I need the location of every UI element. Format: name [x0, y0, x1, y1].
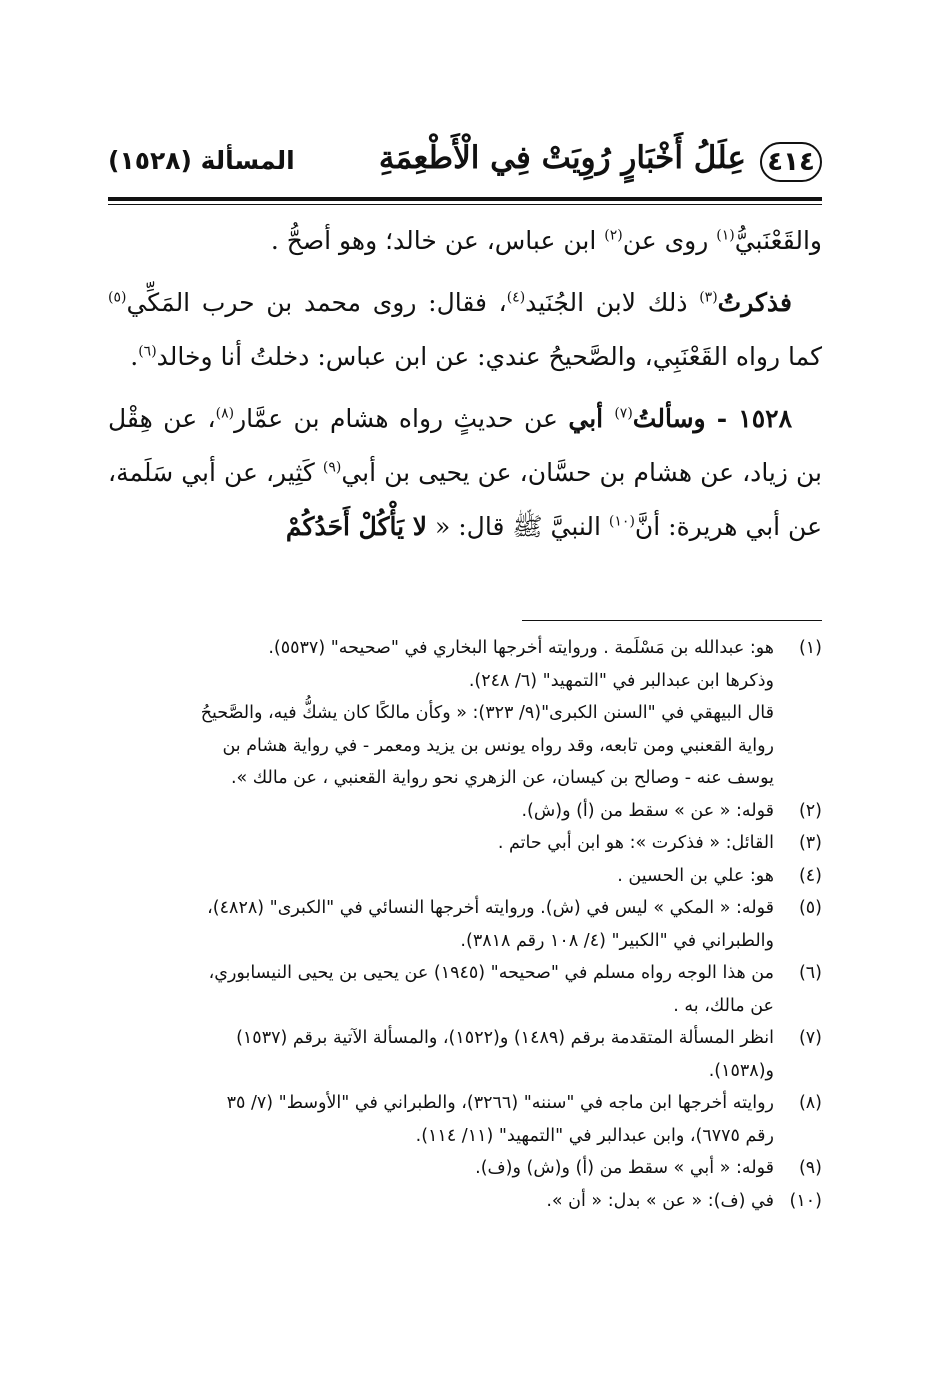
footnote-body	[108, 860, 774, 893]
footnote-line: قال البيهقي في "السنن الكبرى"(٩/ ٣٢٣): « وكأن مالكًا كان يشكُّ فيه، والصَّحيحُ	[200, 703, 774, 723]
footnote-body	[108, 957, 774, 1022]
footnote-number: (٢)	[798, 800, 822, 821]
footnote-number: (٥)	[798, 898, 822, 918]
footnote-line: يوسف عنه - وصالح بن كيسان، عن الزهري نحو رواية القعنبي ، عن مالك ».	[230, 768, 774, 788]
footnote-number: (١)	[798, 638, 822, 658]
footnote-line: رقم ٦٧٧٥)، وابن عبدالبر في "التمهيد" (١١/ ١١٤).	[415, 1125, 774, 1146]
footnote-number: (٣)	[798, 833, 822, 853]
issue-label: المسألة (١٥٢٨)	[108, 146, 295, 175]
footnote-line: قوله: « عن » سقط من (أ) و(ش).	[521, 800, 774, 821]
footnote-body	[108, 1185, 774, 1218]
footnote-line: روايته أخرجها ابن ماجه في "سننه" (٣٢٦٦)، والطبراني في "الأوسط" (٧/ ٣٥	[226, 1093, 774, 1113]
footnote-line: القائل: « فذكرت »: هو ابن أبي حاتم .	[497, 833, 774, 853]
footnote-line: رواية القعنبي ومن تابعه، وقد رواه يونس بن يزيد ومعمر - في رواية هشام بن	[222, 735, 774, 756]
footnote-line: في (ف): « عن » بدل: « أن ».	[546, 1190, 774, 1211]
footnote	[108, 1022, 822, 1087]
footnote-ref[interactable]: (٩)	[322, 459, 342, 476]
page-header	[108, 138, 822, 194]
footnote-line: انظر المسألة المتقدمة برقم (١٤٨٩) و(١٥٢٢)، والمسألة الآتية برقم (١٥٣٧)	[236, 1028, 774, 1048]
footnote-line: وذكرها ابن عبدالبر في "التمهيد" (٦/ ٢٤٨).	[468, 670, 774, 691]
footnote-line: هو: علي بن الحسين .	[617, 865, 774, 886]
text-run: أبي	[568, 404, 615, 433]
footnote	[108, 632, 822, 795]
footnote	[108, 1087, 822, 1152]
issue-number: ١٥٢٨ - وسألتُ	[632, 404, 793, 433]
footnote-body	[108, 892, 774, 957]
text-run: والقَعْنَبيُّ	[734, 226, 822, 255]
header-rule-thin	[108, 204, 822, 205]
text-run: ، عن هِقْل بن زياد، عن هشام بن حسَّان، عن يحيى بن أبي	[108, 404, 822, 487]
footnote-body	[108, 1087, 774, 1152]
footnotes	[108, 632, 822, 1217]
main-text	[108, 214, 822, 562]
paragraph-1	[108, 214, 822, 268]
footnote-ref[interactable]: (٧)	[614, 405, 633, 422]
text-run: النبيَّ ﷺ قال: «	[427, 512, 609, 541]
footnote-ref[interactable]: (٦)	[138, 343, 157, 360]
footnote-number: (٤)	[798, 865, 822, 886]
text-run: كَثِير، عن أبي سَلَمة، عن أبي هريرة: أنَّ	[108, 458, 822, 541]
text-run: ابن عباس، عن خالد؛ وهو أصحُّ .	[270, 226, 605, 255]
text-run: روى عن	[622, 226, 717, 255]
footnote-ref[interactable]: (٢)	[604, 227, 623, 244]
footnote	[108, 795, 822, 828]
footnote-line: هو: عبدالله بن مَسْلَمة . وروايته أخرجها البخاري في "صحيحه" (٥٥٣٧).	[268, 638, 774, 658]
text-run: ، فقال: روى محمد بن حرب المَكِّي	[126, 288, 507, 317]
footnote-ref[interactable]: (٥)	[108, 289, 127, 306]
text-run: .	[130, 342, 139, 371]
footnote-ref[interactable]: (١٠)	[608, 513, 635, 530]
paragraph-2	[108, 276, 822, 384]
footnote-number: (٧)	[798, 1028, 822, 1048]
footnote-body	[108, 795, 774, 828]
text-run: فذكرتُ	[717, 288, 792, 317]
footnote-number: (٨)	[798, 1093, 822, 1113]
footnote	[108, 860, 822, 893]
text-run: كما رواه القَعْنَبِي، والصَّحيحُ عندي: عن ابن عباس: دخلتُ أنا وخالد	[156, 342, 822, 371]
footnote-body	[108, 1152, 774, 1185]
footnote-line: قوله: « أبي » سقط من (أ) و(ش) و(ف).	[475, 1158, 774, 1178]
footnote-number: (٦)	[798, 963, 822, 983]
page-number: ٤١٤	[760, 142, 822, 182]
footnote-line: من هذا الوجه رواه مسلم في "صحيحه" (١٩٤٥) عن يحيى بن يحيى النيسابوري،	[208, 963, 774, 983]
footnote-ref[interactable]: (٣)	[699, 289, 718, 306]
running-title: عِلَلُ أَخْبَارٍ رُوِيَتْ فِي الْأَطْعِمَةِ	[378, 140, 746, 176]
footnote-line: قوله: « المكي » ليس في (ش). وروايته أخرجها النسائي في "الكبرى" (٤٨٢٨)،	[207, 898, 774, 918]
paragraph-3	[108, 392, 822, 554]
footnote-line: و(١٥٣٨).	[708, 1060, 774, 1081]
footnote-body	[108, 632, 774, 795]
text-run: عن حديثٍ رواه هشام بن عمَّار	[234, 404, 569, 433]
footnote-line: عن مالك، به .	[673, 995, 774, 1016]
footnote-body	[108, 827, 774, 860]
footnote	[108, 1185, 822, 1218]
footnote	[108, 827, 822, 860]
footnote	[108, 1152, 822, 1185]
text-run: ذلك لابن الجُنَيد	[525, 288, 700, 317]
footnote-separator	[522, 620, 822, 621]
footnote-line: والطبراني في "الكبير" (٤/ ١٠٨ رقم ٣٨١٨).	[460, 930, 774, 951]
hadith-text: لا يَأْكُلْ أَحَدُكُمْ	[285, 512, 428, 541]
footnote-number: (٩)	[798, 1158, 822, 1178]
footnote-ref[interactable]: (٨)	[215, 405, 235, 422]
footnote-ref[interactable]: (١)	[716, 227, 735, 244]
footnote-number: (١٠)	[789, 1190, 822, 1211]
footnote	[108, 892, 822, 957]
header-rule-thick	[108, 197, 822, 201]
footnote-ref[interactable]: (٤)	[506, 289, 526, 306]
footnote	[108, 957, 822, 1022]
footnote-body	[108, 1022, 774, 1087]
